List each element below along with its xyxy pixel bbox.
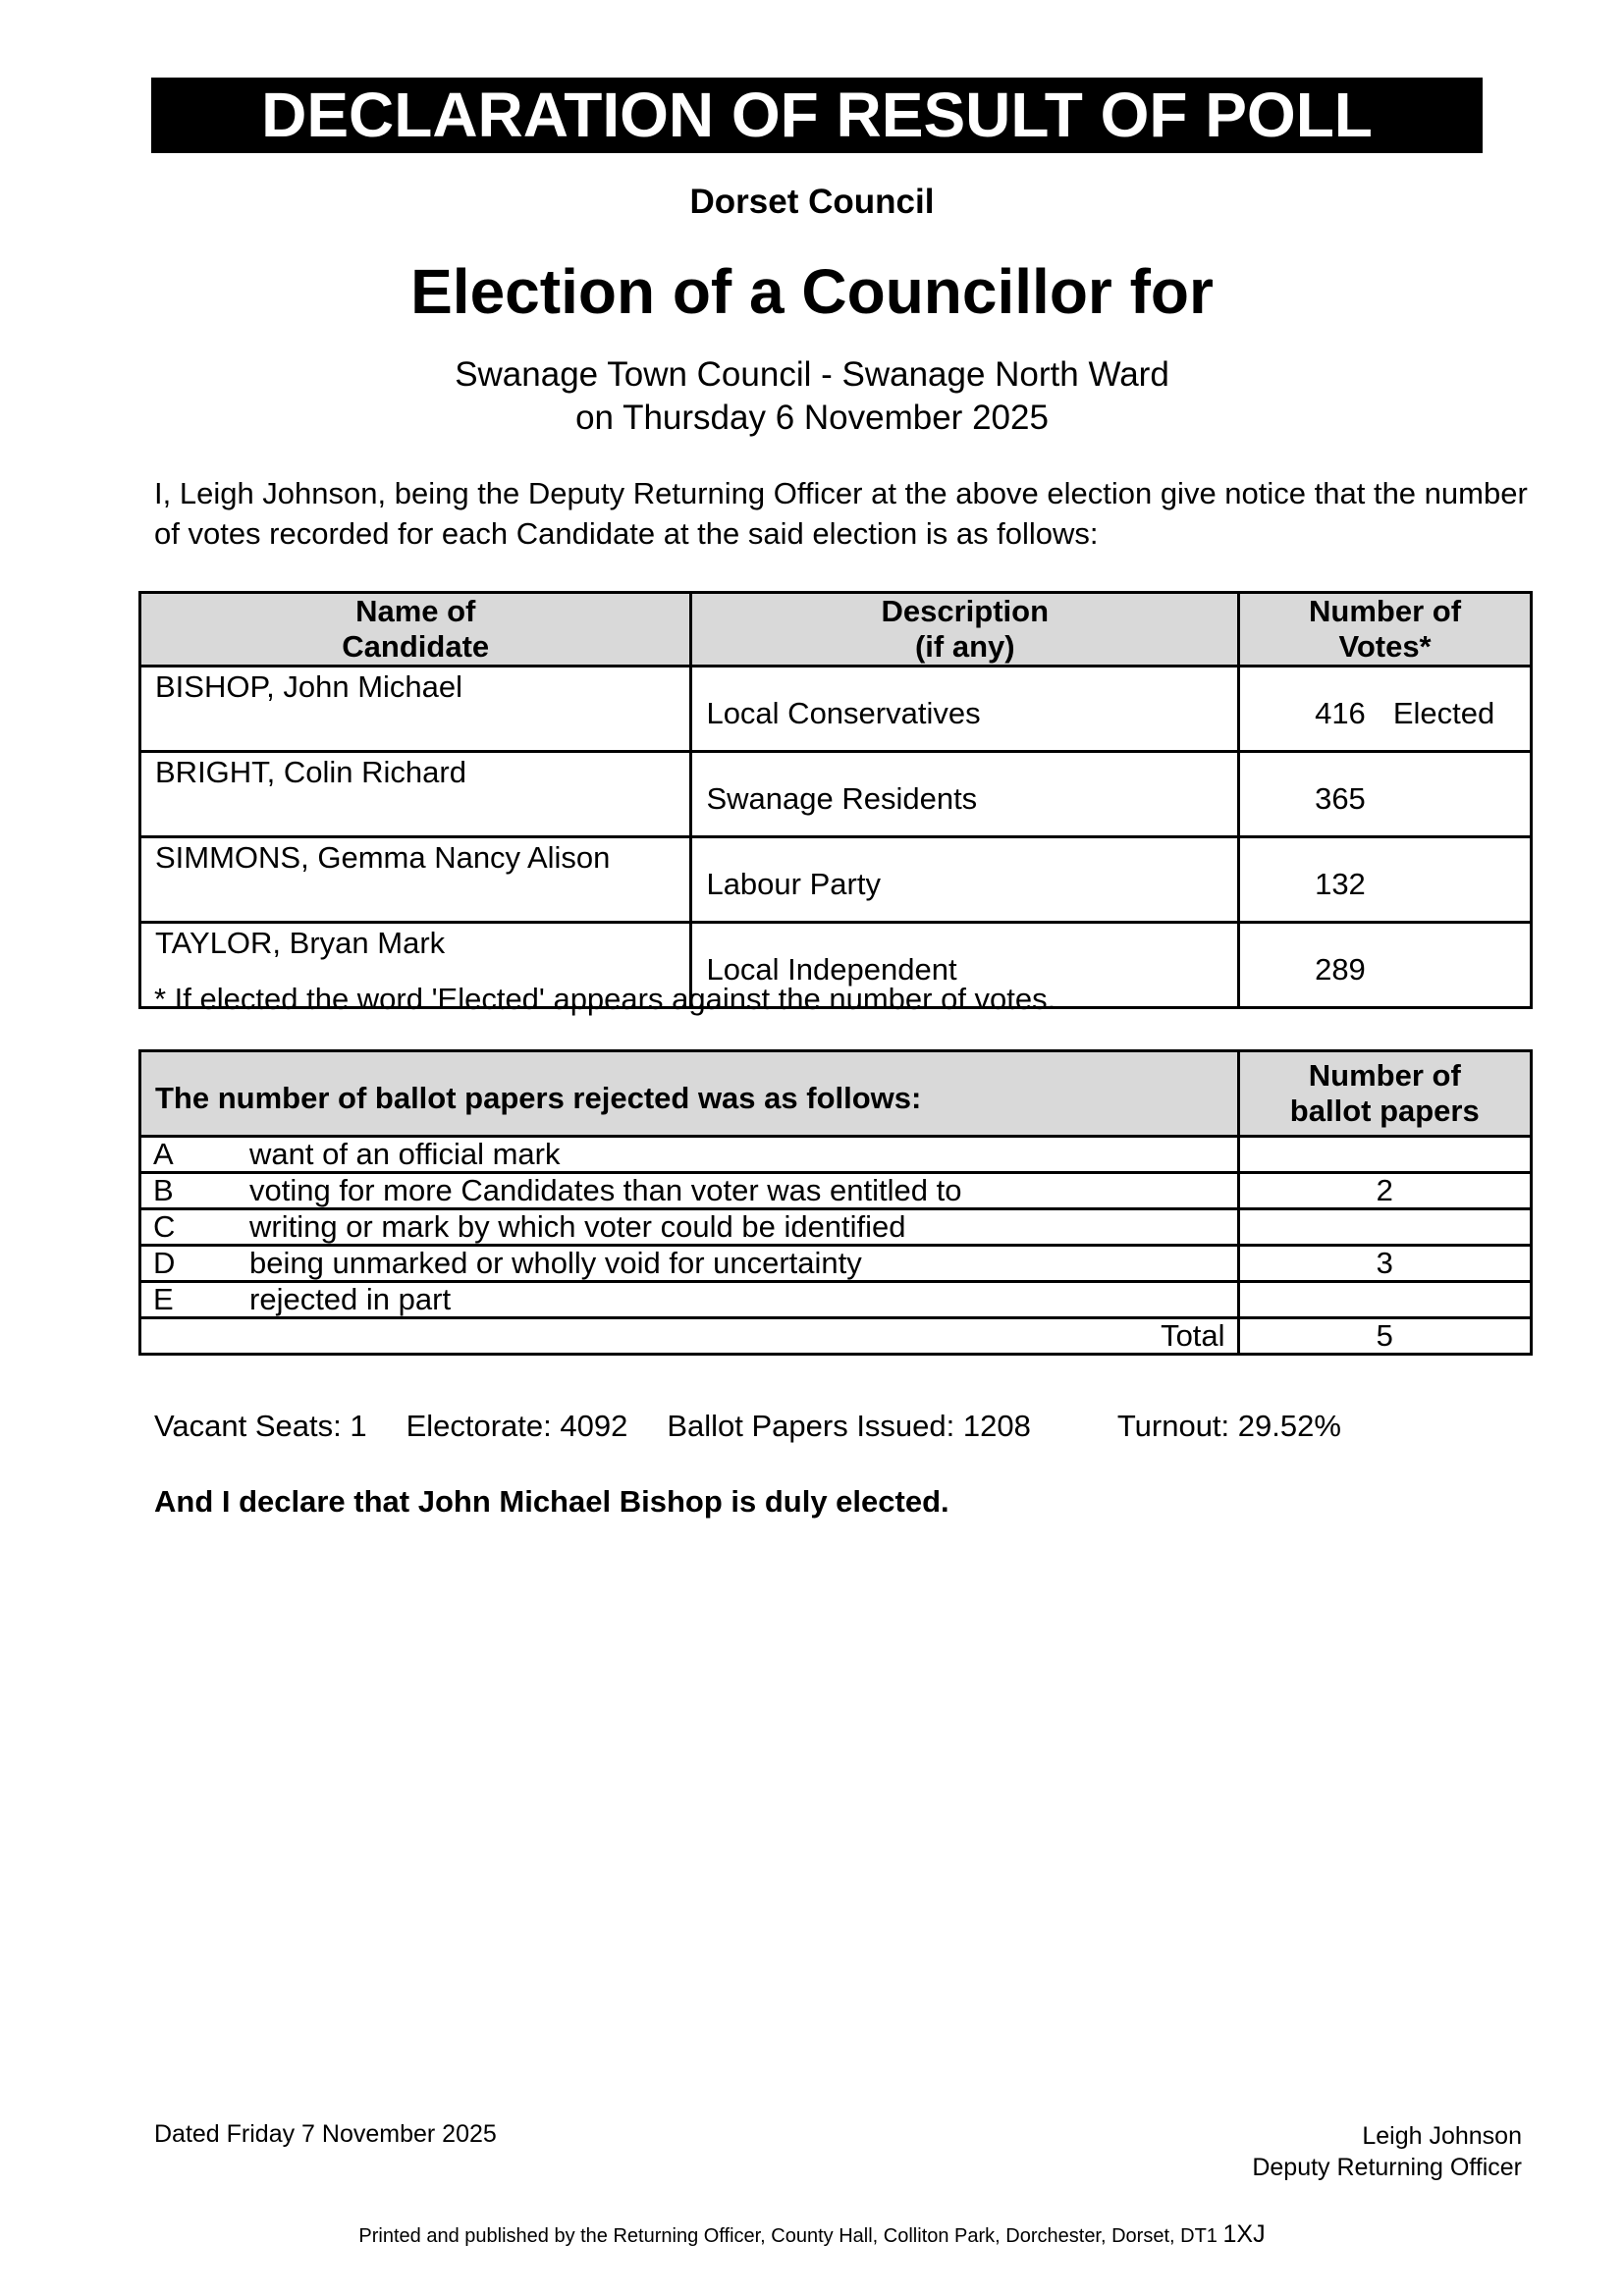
candidate-votes: 289 bbox=[1239, 923, 1532, 1008]
rejected-reason: C writing or mark by which voter could be identified bbox=[140, 1209, 1239, 1246]
rejected-count bbox=[1238, 1209, 1531, 1246]
candidate-description: Swanage Residents bbox=[691, 752, 1239, 837]
rejected-reason: A want of an official mark bbox=[140, 1137, 1239, 1173]
ward-info bbox=[0, 353, 1624, 440]
declaration-banner: DECLARATION OF RESULT OF POLL bbox=[151, 78, 1483, 153]
electorate: Electorate: 4092 bbox=[406, 1409, 628, 1443]
table-row bbox=[140, 667, 1532, 752]
rejected-reason: B voting for more Candidates than voter was entitled to bbox=[140, 1173, 1239, 1209]
rejected-reason: D being unmarked or wholly void for uncertainty bbox=[140, 1246, 1239, 1282]
rejected-header-count: Number of ballot papers bbox=[1238, 1051, 1531, 1137]
declaration-statement: And I declare that John Michael Bishop is duly elected. bbox=[154, 1484, 949, 1519]
candidate-description: Local Independent bbox=[691, 923, 1239, 1008]
ward-name: Swanage Town Council - Swanage North Ward bbox=[455, 355, 1169, 394]
candidates-table bbox=[138, 591, 1533, 1009]
table-row bbox=[140, 1246, 1532, 1282]
candidate-description: Labour Party bbox=[691, 837, 1239, 923]
rejected-count: 3 bbox=[1238, 1246, 1531, 1282]
total-label: Total bbox=[140, 1318, 1239, 1355]
header-description: Description (if any) bbox=[691, 593, 1239, 667]
imprint: Printed and published by the Returning Officer, County Hall, Colliton Park, Dorchester, Dorset, DT1 1XJ bbox=[358, 2220, 1266, 2248]
table-row bbox=[140, 752, 1532, 837]
signatory-title: Deputy Returning Officer bbox=[1252, 2154, 1522, 2181]
rejected-reason: E rejected in part bbox=[140, 1282, 1239, 1318]
elected-footnote: * If elected the word 'Elected' appears against the number of votes. bbox=[154, 982, 1056, 1016]
rejected-ballots-table bbox=[138, 1049, 1533, 1356]
candidate-votes: 365 bbox=[1239, 752, 1532, 837]
header-votes: Number of Votes* bbox=[1239, 593, 1532, 667]
rejected-count: 2 bbox=[1238, 1173, 1531, 1209]
vacant-seats: Vacant Seats: 1 bbox=[154, 1409, 367, 1443]
signature-block bbox=[1252, 2120, 1522, 2183]
total-row bbox=[140, 1318, 1532, 1355]
candidate-votes: 132 bbox=[1239, 837, 1532, 923]
candidate-name: BISHOP, John Michael bbox=[140, 667, 691, 752]
candidates-header-row bbox=[140, 593, 1532, 667]
ballot-papers-issued: Ballot Papers Issued: 1208 bbox=[667, 1409, 1031, 1443]
table-row bbox=[140, 1137, 1532, 1173]
candidate-description: Local Conservatives bbox=[691, 667, 1239, 752]
table-row bbox=[140, 1209, 1532, 1246]
rejected-header-row bbox=[140, 1051, 1532, 1137]
poll-statistics bbox=[154, 1409, 1380, 1444]
election-date: on Thursday 6 November 2025 bbox=[575, 399, 1049, 437]
council-name: Dorset Council bbox=[689, 183, 935, 221]
total-value: 5 bbox=[1238, 1318, 1531, 1355]
intro-paragraph: I, Leigh Johnson, being the Deputy Returning Officer at the above election give notice that the number of votes recorded for each Candidate at the said election is as follows: bbox=[154, 476, 1528, 551]
signatory-name: Leigh Johnson bbox=[1362, 2122, 1522, 2150]
rejected-count bbox=[1238, 1282, 1531, 1318]
rejected-header-label: The number of ballot papers rejected was as follows: bbox=[140, 1051, 1239, 1137]
table-row bbox=[140, 1282, 1532, 1318]
elected-badge: Elected bbox=[1392, 696, 1495, 730]
election-title: Election of a Councillor for bbox=[410, 256, 1214, 327]
candidate-votes: 416 Elected bbox=[1239, 667, 1532, 752]
table-row bbox=[140, 1173, 1532, 1209]
turnout: Turnout: 29.52% bbox=[1116, 1409, 1341, 1443]
candidate-name: TAYLOR, Bryan Mark bbox=[140, 923, 691, 1008]
table-row bbox=[140, 837, 1532, 923]
dated-line: Dated Friday 7 November 2025 bbox=[154, 2120, 497, 2148]
header-name: Name of Candidate bbox=[140, 593, 691, 667]
candidate-name: BRIGHT, Colin Richard bbox=[140, 752, 691, 837]
rejected-count bbox=[1238, 1137, 1531, 1173]
candidate-name: SIMMONS, Gemma Nancy Alison bbox=[140, 837, 691, 923]
